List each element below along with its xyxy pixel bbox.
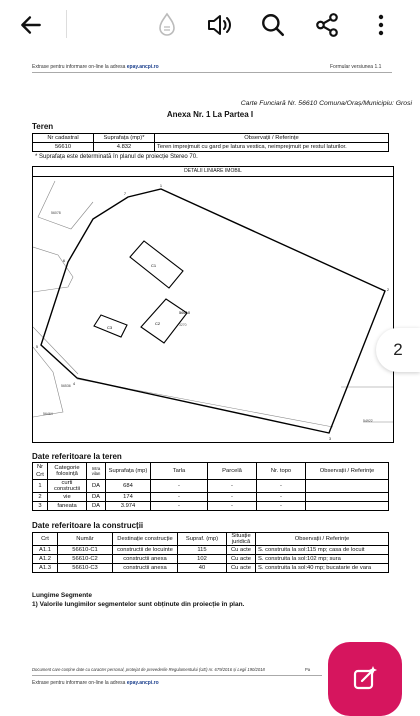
vertex-label: 5 xyxy=(36,345,38,349)
table-header-cell: Nr. topo xyxy=(257,463,306,480)
table-cell: DA xyxy=(87,502,106,511)
label-neighbor-2: 56536 xyxy=(61,384,71,388)
table-header-cell: Crt xyxy=(33,533,58,546)
more-vertical-icon xyxy=(376,12,386,38)
label-area: 3270 xyxy=(179,323,187,327)
table-cell: 56610-C1 xyxy=(58,546,113,555)
table-header-cell: Tarla xyxy=(151,463,208,480)
table-header-cell: Supraf. (mp) xyxy=(178,533,227,546)
table-cell: 4.832 xyxy=(94,143,155,152)
table-cell: A1.1 xyxy=(33,546,58,555)
neighbor-parcel-line xyxy=(33,247,73,292)
table-header-cell: Situație juridică xyxy=(227,533,256,546)
table-header-cell: Nr cadastral xyxy=(33,134,94,143)
table-cell: DA xyxy=(87,493,106,502)
parcel-boundary xyxy=(41,189,385,433)
vertex-label: 4 xyxy=(73,382,75,386)
table-cell: 3.974 xyxy=(106,502,151,511)
water-drop-icon xyxy=(155,12,179,38)
header-extract-note xyxy=(32,64,159,70)
parcel-map xyxy=(32,166,394,443)
vertex-label: 7 xyxy=(124,192,126,196)
table-cell: - xyxy=(208,502,257,511)
search-button[interactable] xyxy=(254,6,292,44)
label-c1: C1 xyxy=(151,263,157,268)
table-header-row xyxy=(33,134,389,143)
table-header-cell: Observații / Referințe xyxy=(306,463,389,480)
table-header-cell: Observații / Referințe xyxy=(256,533,389,546)
table-header-cell: Suprafața (mp) xyxy=(106,463,151,480)
table-cell: 102 xyxy=(178,555,227,564)
header-rule xyxy=(32,72,392,73)
table-cell: - xyxy=(257,480,306,493)
carte-funciara-title: Carte Funciară Nr. 56610 Comuna/Oraș/Municipiu: Grosi xyxy=(240,100,412,107)
table-cell: - xyxy=(257,502,306,511)
parcel-drawing xyxy=(33,167,393,442)
table-cell: constructii de locuinte xyxy=(113,546,178,555)
map-header: DETALII LINIARE IMOBIL xyxy=(33,167,393,177)
table-row xyxy=(33,546,389,555)
table-header-cell: Suprafața (mp)* xyxy=(94,134,155,143)
label-c3: C3 xyxy=(107,325,113,330)
neighbor-parcel-line xyxy=(38,181,93,229)
table-cell: 115 xyxy=(178,546,227,555)
table-cell: DA xyxy=(87,480,106,493)
table-cell: - xyxy=(151,493,208,502)
toolbar-divider xyxy=(66,10,67,38)
table-header-cell: Categorie folosință xyxy=(48,463,87,480)
table-cell: - xyxy=(151,480,208,493)
page-indicator[interactable]: 2 xyxy=(376,328,420,372)
footer-extract-text: Extrase pentru informare on-line la adresa xyxy=(32,680,126,686)
table-row xyxy=(33,480,389,493)
label-neighbor-1: 56078 xyxy=(51,211,61,215)
table-header-cell: Parcelă xyxy=(208,463,257,480)
vertex-label: 3 xyxy=(329,437,331,441)
footer-privacy-note: Document care conține date cu caracter personal, protejat de prevederile Regulamentului (UE) nr. 679/2016 și Legii 190/2018 xyxy=(32,667,265,672)
neighbor-parcel-line xyxy=(33,347,63,417)
label-neighbor-4: 54922 xyxy=(363,419,373,423)
table-cell: curti constructii xyxy=(48,480,87,493)
table-row xyxy=(33,555,389,564)
teren-note: * Suprafața este determinată în planul de proiecție Stereo 70. xyxy=(35,154,198,160)
arrow-left-icon xyxy=(18,12,44,38)
table-cell: Cu acte xyxy=(227,564,256,573)
table-cell: vie xyxy=(48,493,87,502)
table-header-cell: Nr Crt xyxy=(33,463,48,480)
table-cell: A1.2 xyxy=(33,555,58,564)
footer-rule xyxy=(32,675,322,676)
table-cell: S. construita la sol:115 mp; casa de locuit xyxy=(256,546,389,555)
label-parcel: 56610 xyxy=(179,310,191,315)
table-cell: 56610-C2 xyxy=(58,555,113,564)
table-cell: 2 xyxy=(33,493,48,502)
footer-extract-link[interactable]: epay.ancpi.ro xyxy=(126,680,159,686)
table-header-cell: Număr xyxy=(58,533,113,546)
read-aloud-button[interactable] xyxy=(201,6,239,44)
teren-table xyxy=(32,133,389,152)
date-teren-table xyxy=(32,462,389,511)
table-cell: Cu acte xyxy=(227,555,256,564)
table-cell: - xyxy=(208,493,257,502)
table-cell: 684 xyxy=(106,480,151,493)
table-cell: 40 xyxy=(178,564,227,573)
table-cell: - xyxy=(257,493,306,502)
anexa-title: Anexa Nr. 1 La Partea I xyxy=(166,110,254,119)
table-header-cell: Observații / Referințe xyxy=(155,134,389,143)
table-cell: 174 xyxy=(106,493,151,502)
ai-sparkle-edit-icon xyxy=(350,664,380,694)
ai-edit-fab-button[interactable] xyxy=(328,642,402,716)
more-options-button[interactable] xyxy=(362,6,400,44)
table-cell xyxy=(306,502,389,511)
table-header-row xyxy=(33,463,389,480)
date-constructii-table xyxy=(32,532,389,573)
table-header-cell: Destinație construcție xyxy=(113,533,178,546)
table-cell: 3 xyxy=(33,502,48,511)
table-cell: Teren imprejmuit cu gard pe latura vestica, neimprejmuit pe restul laturilor. xyxy=(155,143,389,152)
share-icon xyxy=(314,12,340,38)
table-cell: A1.3 xyxy=(33,564,58,573)
vertex-label: 6 xyxy=(63,259,65,263)
table-cell: 1 xyxy=(33,480,48,493)
vertex-label: 1 xyxy=(160,184,162,188)
viewer-toolbar xyxy=(0,0,420,50)
header-extract-text: Extrase pentru informare on-line la adresa xyxy=(32,64,126,70)
table-row xyxy=(33,143,389,152)
teren-section-title: Teren xyxy=(32,122,54,131)
table-cell: S. construita la sol:102 mp; sura xyxy=(256,555,389,564)
table-cell: constructii anexa xyxy=(113,555,178,564)
table-cell: constructii anexa xyxy=(113,564,178,573)
water-drop-button[interactable] xyxy=(148,6,186,44)
table-cell xyxy=(306,480,389,493)
search-icon xyxy=(260,12,286,38)
lungime-segmente-title: Lungime Segmente xyxy=(32,592,92,599)
table-cell xyxy=(306,493,389,502)
table-row xyxy=(33,502,389,511)
speaker-icon xyxy=(206,12,234,38)
table-cell: faneata xyxy=(48,502,87,511)
label-c2: C2 xyxy=(155,321,161,326)
share-button[interactable] xyxy=(308,6,346,44)
table-cell: 56610 xyxy=(33,143,94,152)
neighbor-parcel-line xyxy=(33,327,78,374)
label-neighbor-3: 56464 xyxy=(43,412,53,416)
footer-page-number: Pa xyxy=(305,667,311,672)
table-row xyxy=(33,564,389,573)
table-cell: - xyxy=(151,502,208,511)
table-cell: S. construita la sol:40 mp; bucatarie de vara xyxy=(256,564,389,573)
table-cell: 56610-C3 xyxy=(58,564,113,573)
building-c2 xyxy=(141,299,187,343)
date-teren-title: Date referitoare la teren xyxy=(32,452,122,461)
header-form-version: Formular versiunea 1.1 xyxy=(330,64,382,70)
table-row xyxy=(33,493,389,502)
back-button[interactable] xyxy=(12,6,50,44)
table-cell: - xyxy=(208,480,257,493)
table-cell: Cu acte xyxy=(227,546,256,555)
footer-extract-note xyxy=(32,680,159,686)
table-header-cell: Intra vilan xyxy=(87,463,106,480)
lungime-segmente-note: 1) Valorile lungimilor segmentelor sunt obținute din proiecție în plan. xyxy=(32,601,245,608)
building-c1 xyxy=(130,241,183,288)
vertex-label: 2 xyxy=(387,288,389,292)
table-header-row xyxy=(33,533,389,546)
header-extract-link[interactable]: epay.ancpi.ro xyxy=(126,64,159,70)
date-constructii-title: Date referitoare la construcții xyxy=(32,521,144,530)
